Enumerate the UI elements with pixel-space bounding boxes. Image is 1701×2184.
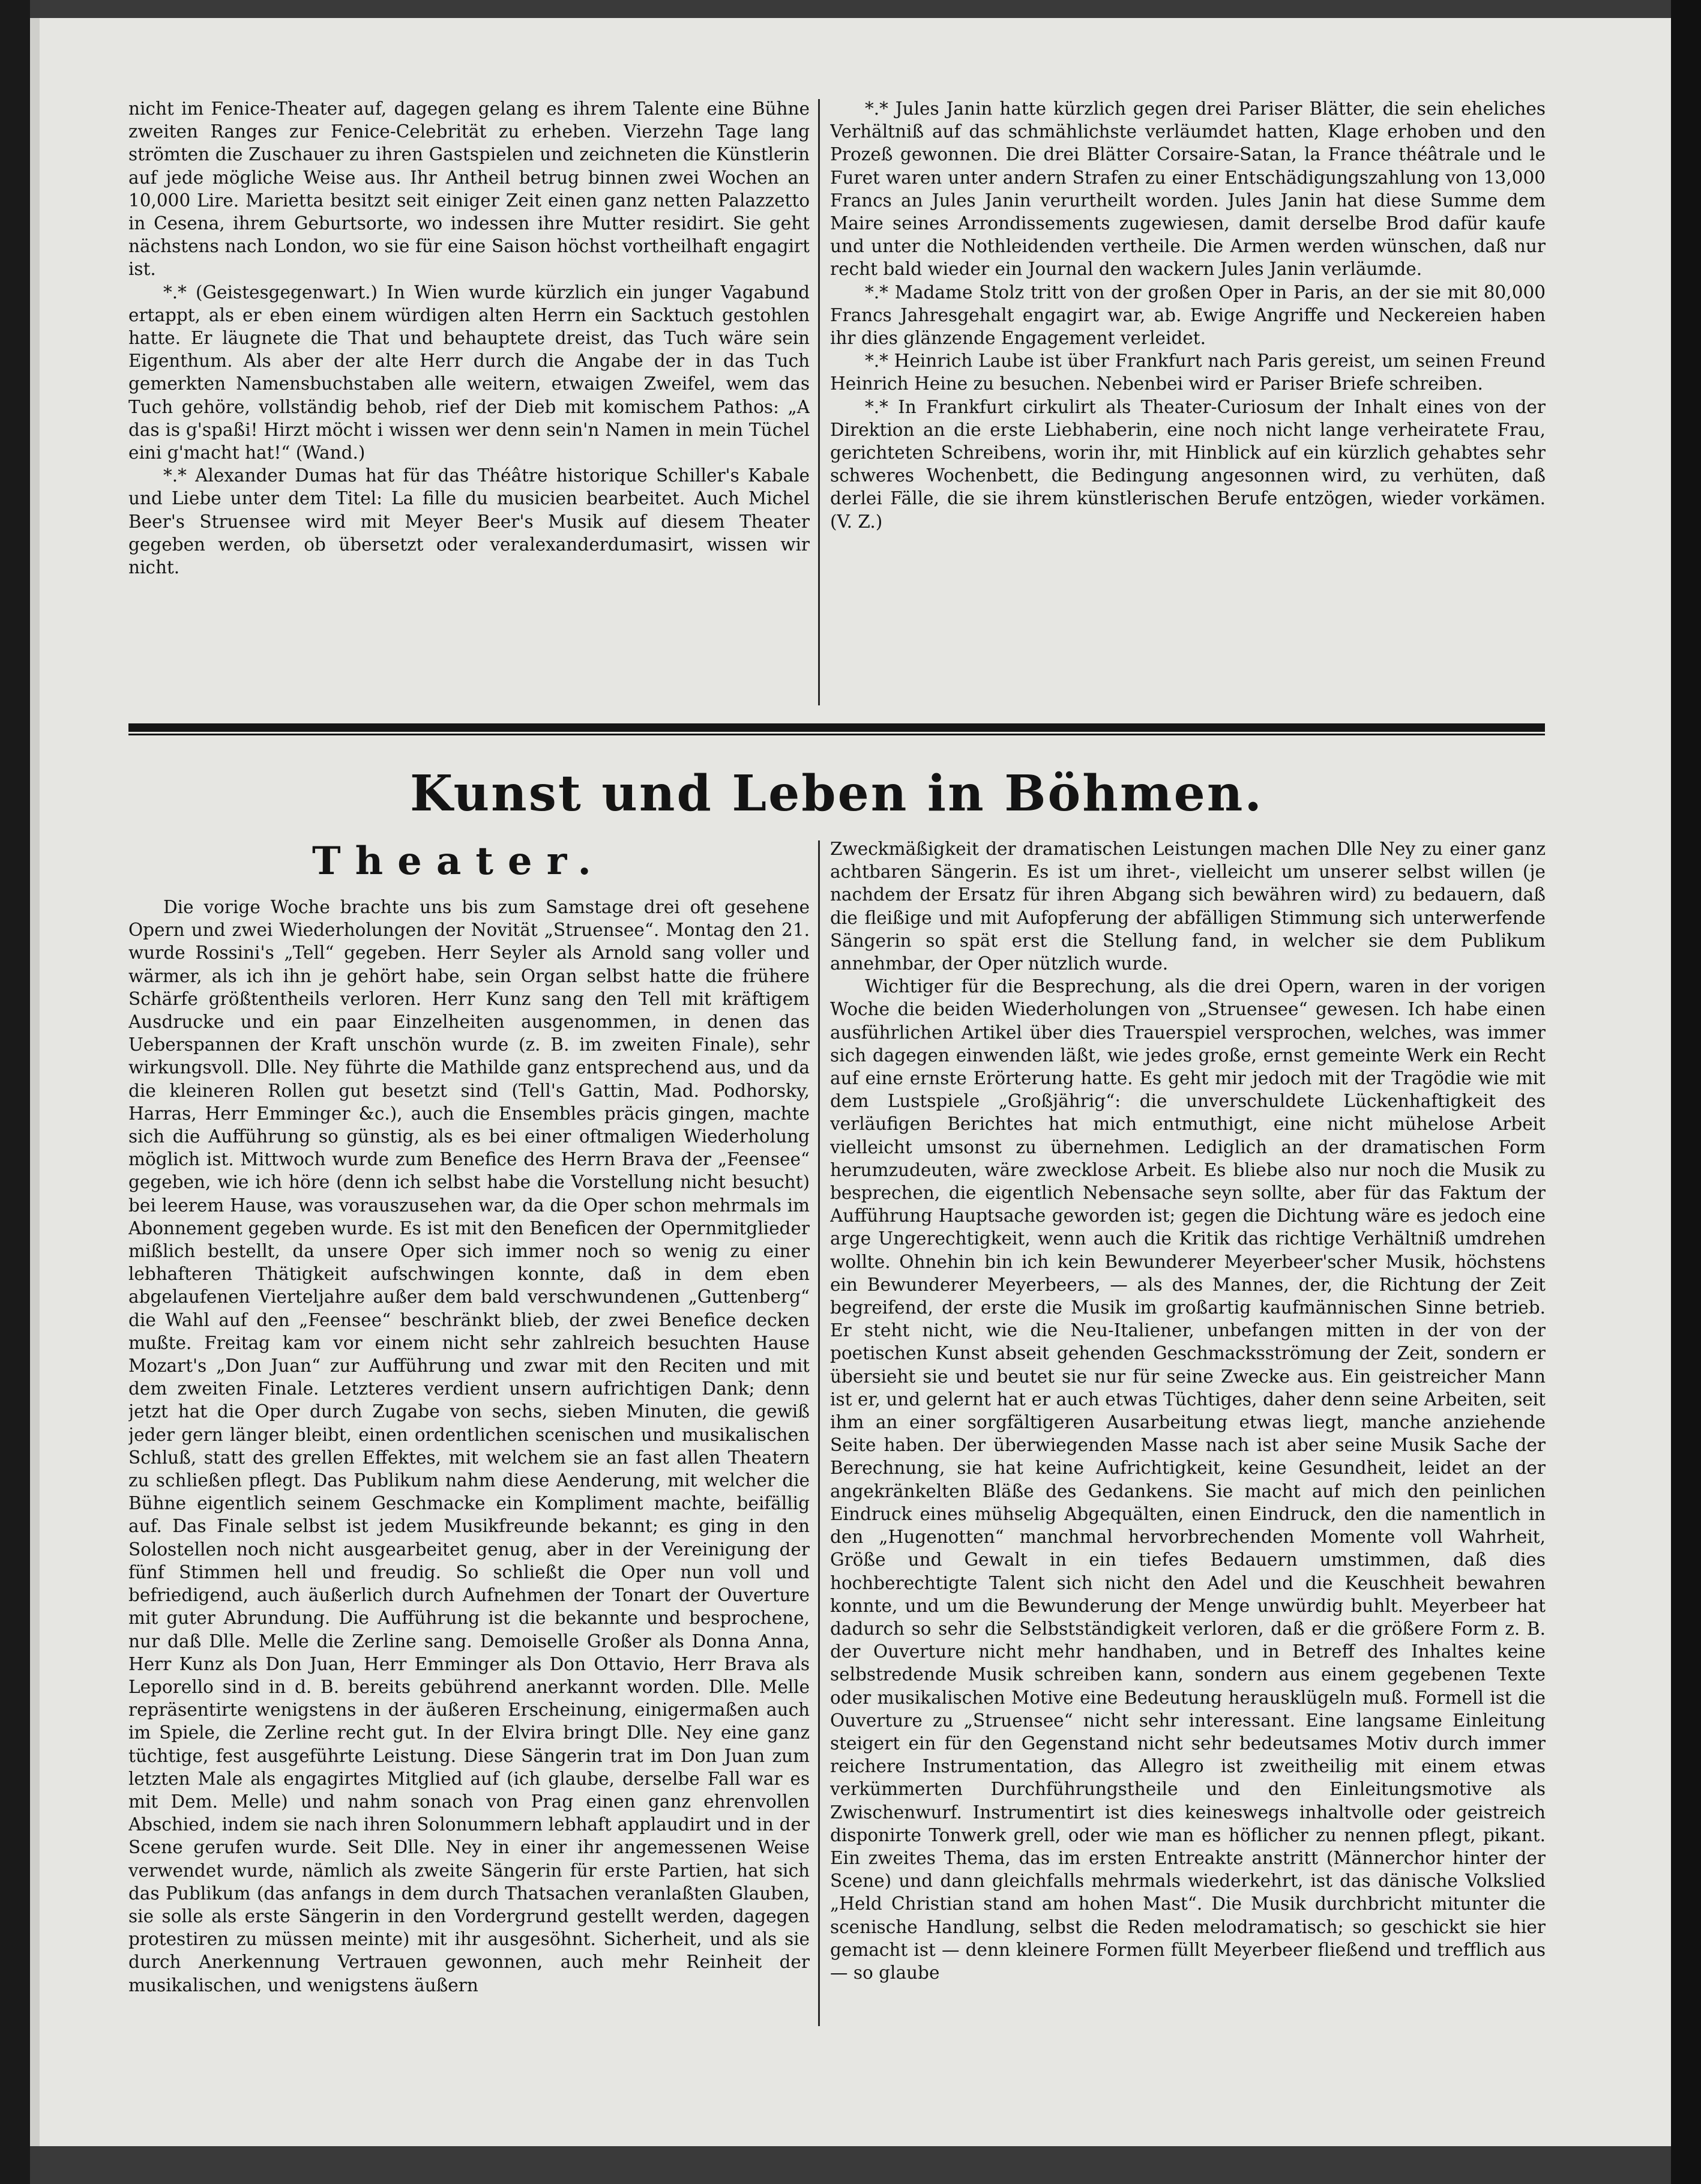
page-edge-shadow [30,18,40,2146]
scan-top-border [30,0,1671,18]
section-title: Kunst und Leben in Böhmen. [410,765,1263,822]
paragraph: *.* Heinrich Laube ist über Frankfurt nach Paris gereist, um seinen Freund Heinrich Heine zu besuchen. Nebenbei wird er Pariser Briefe schreiben. [830,351,1546,394]
paragraph: Zweckmäßigkeit der dramatischen Leistungen machen Dlle Ney zu einer ganz achtbaren Sängerin. Es ist um ihret-, vielleicht um unserer selbst willen (je nachdem der Ersatz für ihren Abgang sich bewähren wird) zu bedauern, daß die fleißige und mit Aufopferung der abfälligen Stimmung sich unterwerfende Sängerin so spät erst die Stellung fand, in welcher sie dem Publikum annehmbar, der Oper nützlich wurde. [830,839,1546,974]
paragraph: Wichtiger für die Besprechung, als die drei Opern, waren in der vorigen Woche die beiden Wiederholungen von „Struensee“ gewesen. Ich habe einen ausführlichen Artikel über dies Trauerspiel versprochen, welches, was immer sich dagegen einwenden läßt, wie jedes große, ernst gemeinte Werk ein Recht auf eine ernste Erörterung hatte. Es geht mir jedoch mit der Tragödie wie mit dem Lustspiele „Großjährig“: die unverschuldete Lückenhaftigkeit des verläufigen Berichtes hat mich entmuthigt, eine nicht mühelose Arbeit vielleicht umsonst zu übernehmen. Lediglich an der dramatischen Form herumzudeuten, wäre zwecklose Arbeit. Es bliebe also nur noch die Musik zu besprechen, die eigentlich Nebensache seyn sollte, aber für das Faktum der Aufführung Hauptsache geworden ist; gegen die Dichtung wäre es jedoch eine arge Ungerechtigkeit, wenn auch die Kritik das richtige Verhältniß umdrehen wollte. Ohnehin bin ich kein Bewunderer Meyerbeer'scher Musik, höchstens ein Bewunderer Meyerbeers, — als des Mannes, der, die Richtung der Zeit begreifend, der erste die Musik im großartig kaufmännischen Sinne betrieb. Er steht nicht, wie die Neu-Italiener, unbefangen mitten in der von der poetischen Kunst abseit gehenden Geschmacksströmung der Zeit, sondern er übersieht sie und beutet sie nur für seine Zwecke aus. Ein geistreicher Mann ist er, und gelernt hat er auch etwas Tüchtiges, daher denn seine Arbeiten, seit ihm an einer sorgfältigeren Ausarbeitung etwas liegt, manche anziehende Seite haben. Der überwiegenden Masse nach ist aber seine Musik Sache der Berechnung, sie hat keine Aufrichtigkeit, keine Gesundheit, leidet an der angekränkelten Bläße des Gedankens. Sie macht auf mich den peinlichen Eindruck eines mühselig Abgequälten, einen Eindruck, den die namentlich in den „Hugenotten“ manchmal hervorbrechenden Momente voll Wahrheit, Größe und Gewalt in ein tiefes Bedauern umstimmen, daß dies hochberechtigte Talent sich nicht den Adel und die Keuschheit bewahren konnte, und um die Bewunderung der Menge unwürdig buhlt. Meyerbeer hat dadurch so sehr die Selbstständigkeit verloren, daß er die größere Form z. B. der Ouverture nicht mehr handhaben, und in Betreff des Inhaltes keine selbstredende Musik schreiben kann, sondern aus einem gegebenen Texte oder musikalischen Motive eine Bedeutung herausklügeln muß. Formell ist die Ouverture zu „Struensee“ nicht sehr interessant. Eine langsame Einleitung steigert ein für den Gegenstand nicht sehr bedeutsames Motiv durch immer reichere Instrumentation, das Allegro ist zweitheilig mit einem etwas verkümmerten Durchführungstheile und den Einleitungsmotive als Zwischenwurf. Instrumentirt ist dies keineswegs inhaltvolle oder geistreich disponirte Tonwerk grell, oder wie man es höflicher zu nennen pflegt, pikant. Ein zweites Thema, das im ersten Entreakte anstritt (Männerchor hinter der Scene) und dann gleichfalls mehrmals wiederkehrt, ist das dänische Volkslied „Held Christian stand am hohen Mast“. Die Musik durchbricht mitunter die scenische Handlung, selbst die Reden melodramatisch; so geschickt sie hier gemacht ist — denn kleinere Formen füllt Meyerbeer fließend und trefflich aus — so glaube [830,976,1546,1983]
paragraph: *.* Alexander Dumas hat für das Théâtre historique Schiller's Kabale und Liebe unter dem Titel: La fille du musicien bearbeitet. Auch Michel Beer's Struensee wird mit Meyer Beer's Musik auf diesem Theater gegeben werden, ob übersetzt oder veralexanderdumasirt, wissen wir nicht. [128,465,810,578]
scan-left-border [0,0,30,2184]
paragraph: *.* Madame Stolz tritt von der großen Oper in Paris, an der sie mit 80,000 Francs Jahresgehalt engagirt war, ab. Ewige Angriffe und Neckereien haben ihr dies glänzende Engagement verleidet. [830,282,1546,349]
top-left-column [128,97,810,707]
paragraph: *.* (Geistesgegenwart.) In Wien wurde kürzlich ein junger Vagabund ertappt, als er eben einem würdigen alten Herrn ein Sacktuch gestohlen hatte. Er läugnete die That und behauptete dreist, das Tuch wäre sein Eigenthum. Als aber der alte Herr durch die Angabe der in das Tuch gemerkten Namensbuchstaben alle weitern, etwaigen Zweifel, wem das Tuch gehöre, vollständig behob, rief der Dieb mit komischem Pathos: „A das is g'spaßi! Hirzt möcht i wissen wer denn sein'n Namen in mein Tüchel eini g'macht hat!“ (Wand.) [128,282,810,463]
bottom-left-column [128,896,810,2030]
section-rule-thin [128,734,1545,735]
paragraph: Die vorige Woche brachte uns bis zum Samstage drei oft gesehene Opern und zwei Wiederholungen der Novität „Struensee“. Montag den 21. wurde Rossini's „Tell“ gegeben. Herr Seyler als Arnold sang voller und wärmer, als ich ihn je gehört habe, sein Organ selbst hatte die frühere Schärfe größtentheils verloren. Herr Kunz sang den Tell mit kräftigem Ausdrucke und ein paar Einzelheiten ausgenommen, in denen das Ueberspannen der Kraft unschön wurde (z. B. im zweiten Finale), sehr wirkungsvoll. Dlle. Ney führte die Mathilde ganz entsprechend aus, und da die kleineren Rollen gut besetzt sind (Tell's Gattin, Mad. Podhorsky, Harras, Herr Emminger &c.), auch die Ensembles präcis gingen, machte sich die Aufführung so günstig, als es bei einer oftmaligen Wiederholung möglich ist. Mittwoch wurde zum Benefice des Herrn Brava der „Feensee“ gegeben, wie ich höre (denn ich selbst habe die Vorstellung nicht besucht) bei leerem Hause, was vorauszusehen war, da die Oper schon mehrmals im Abonnement gegeben wurde. Es ist mit den Beneficen der Opernmitglieder mißlich bestellt, da unsere Oper sich immer noch so wenig zu einer lebhafteren Thätigkeit aufschwingen konnte, daß in dem eben abgelaufenen Vierteljahre außer dem bald verschwundenen „Guttenberg“ die Wahl auf den „Feensee“ beschränkt blieb, der zwei Benefice decken mußte. Freitag kam vor einem nicht sehr zahlreich besuchten Hause Mozart's „Don Juan“ zur Aufführung und zwar mit den Reciten und mit dem zweiten Finale. Letzteres verdient unsern aufrichtigen Dank; denn jetzt hat die Oper durch Zugabe von sechs, sieben Minuten, die gewiß jeder gern länger bleibt, einen ordentlichen scenischen und musikalischen Schluß, statt des grellen Effektes, mit welchem sie an fast allen Theatern zu schließen pflegt. Das Publikum nahm diese Aenderung, mit welcher die Bühne eigentlich seinem Geschmacke ein Kompliment machte, beifällig auf. Das Finale selbst ist jedem Musikfreunde bekannt; es ging in den Solostellen noch nicht ausgearbeitet genug, aber in der Vereinigung der fünf Stimmen hell und freudig. So schließt die Oper nun voll und befriedigend, auch äußerlich durch Aufnehmen der Tonart der Ouverture mit guter Abrundung. Die Aufführung ist die bekannte und besprochene, nur daß Dlle. Melle die Zerline sang. Demoiselle Großer als Donna Anna, Herr Kunz als Don Juan, Herr Emminger als Don Ottavio, Herr Brava als Leporello sind in d. B. bereits gebührend anerkannt worden. Dlle. Melle repräsentirte wenigstens in der äußeren Erscheinung, einigermaßen auch im Spiele, die Zerline recht gut. In der Elvira bringt Dlle. Ney eine ganz tüchtige, fest ausgeführte Leistung. Diese Sängerin trat im Don Juan zum letzten Male als engagirtes Mitglied auf (ich glaube, derselbe Fall war es mit Dem. Melle) und nahm sonach von Prag einen ganz ehrenvollen Abschied, indem sie nach ihren Solonummern lebhaft applaudirt und in der Scene gerufen wurde. Seit Dlle. Ney in einer ihr angemessenen Weise verwendet wurde, nämlich als zweite Sängerin für erste Partien, hat sich das Publikum (das anfangs in dem durch Thatsachen veranlaßten Glauben, sie solle als erste Sängerin in den Vordergrund gestellt werden, dagegen protestiren zu müssen meinte) mit ihr ausgesöhnt. Sicherheit, und als sie durch Anerkennung Vertrauen gewonnen, auch mehr Reinheit der musikalischen, und wenigstens äußern [128,897,810,1995]
section-rule-thick [128,723,1545,732]
paragraph: *.* In Frankfurt cirkulirt als Theater-Curiosum der Inhalt eines von der Direktion an die erste Liebhaberin, eine noch nicht lange verheiratete Frau, gerichteten Schreibens, worin ihr, mit Hinblick auf ein kürzlich gehabtes sehr schweres Wochenbett, die Bedingung angesonnen wird, zu verhüten, daß derlei Fälle, die sie ihrem künstlerischen Berufe entzögen, wieder vorkämen. (V. Z.) [830,396,1546,532]
subsection-title: Theater. [312,839,606,884]
bottom-right-column [830,837,1546,2032]
paragraph: nicht im Fenice-Theater auf, dagegen gelang es ihrem Talente eine Bühne zweiten Ranges zur Fenice-Celebrität zu erheben. Vierzehn Tage lang strömten die Zuschauer zu ihren Gastspielen und zeichneten die Künstlerin auf jede mögliche Weise aus. Ihr Antheil betrug binnen zwei Wochen an 10,000 Lire. Marietta besitzt seit einiger Zeit einen ganz netten Palazzetto in Cesena, ihrem Geburtsorte, wo indessen ihre Mutter residirt. Sie geht nächstens nach London, wo sie für eine Saison höchst vortheilhaft engagirt ist. [128,98,810,280]
column-divider-top [818,99,820,705]
paragraph: *.* Jules Janin hatte kürzlich gegen drei Pariser Blätter, die sein eheliches Verhältniß auf das schmählichste verläumdet hatten, Klage erhoben und den Prozeß gewonnen. Die drei Blätter Corsaire-Satan, la France théâtrale und le Furet waren unter andern Strafen zu einer Entschädigungszahlung von 13,000 Francs an Jules Janin verurtheilt worden. Jules Janin hat diese Summe dem Maire seines Arrondissements zugewiesen, damit derselbe Brod dafür kaufe und unter die Nothleidenden vertheile. Die Armen werden wünschen, daß nur recht bald wieder ein Journal den wackern Jules Janin verläumde. [830,98,1546,280]
column-divider-bottom [818,840,820,2026]
scan-bottom-border [30,2146,1671,2184]
scan-right-border [1671,0,1701,2184]
top-right-column [830,97,1546,707]
